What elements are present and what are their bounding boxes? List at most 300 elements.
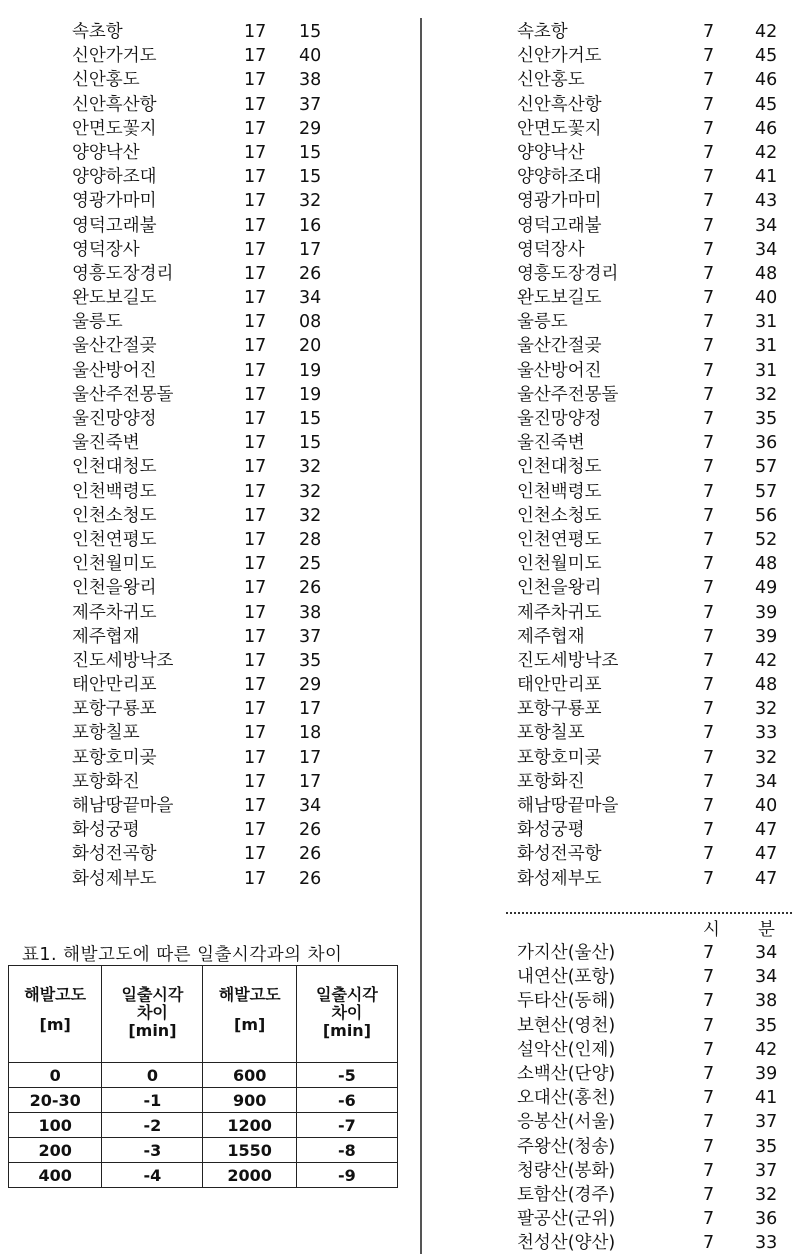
minute-value: 32 (299, 457, 322, 478)
hour-value: 7 (703, 943, 715, 963)
table-header-cell (9, 966, 102, 1063)
hour-value: 7 (703, 1015, 715, 1036)
hour-value: 17 (244, 481, 267, 502)
minute-value: 19 (299, 384, 322, 405)
location-name: 인천백령도 (517, 481, 602, 502)
table-cell: 0 (9, 1063, 102, 1088)
minute-value: 26 (299, 844, 322, 865)
table-cell: 0 (102, 1063, 203, 1088)
hour-value: 7 (703, 288, 715, 309)
list-item (0, 189, 800, 213)
location-name: 양양하조대 (72, 167, 157, 188)
minute-value: 31 (755, 360, 778, 381)
list-item (0, 794, 800, 818)
list-item (0, 20, 800, 44)
location-name: 울산방어진 (72, 360, 157, 381)
location-name: 포항호미곶 (72, 747, 157, 768)
location-name: 양양낙산 (72, 142, 140, 163)
minute-value: 32 (299, 481, 322, 502)
hour-value: 17 (244, 505, 267, 526)
minute-value: 34 (299, 288, 322, 309)
table-cell: 2000 (203, 1163, 296, 1188)
list-item (0, 649, 800, 673)
list-item (0, 867, 800, 891)
hour-value: 17 (244, 868, 267, 889)
minute-value: 39 (755, 602, 778, 623)
hour-value: 17 (244, 215, 267, 236)
location-name: 팔공산(군위) (517, 1209, 616, 1230)
location-name: 영흥도장경리 (517, 263, 619, 284)
list-item (0, 44, 800, 68)
list-item (0, 818, 800, 842)
minute-value: 08 (299, 312, 322, 333)
list-item (0, 359, 800, 383)
hour-value: 7 (703, 336, 715, 357)
hour-value: 17 (244, 554, 267, 575)
location-name: 제주협재 (72, 626, 140, 647)
list-item (0, 480, 800, 504)
location-name: 울릉도 (517, 312, 568, 333)
minute-value: 17 (299, 771, 322, 792)
minute-value: 17 (299, 239, 322, 260)
minute-value: 56 (755, 505, 778, 526)
location-name: 영덕장사 (517, 239, 585, 260)
hour-value: 7 (703, 1160, 715, 1181)
minute-value: 26 (299, 578, 322, 599)
minute-value: 42 (755, 1039, 778, 1060)
location-name: 두타산(동해) (517, 991, 616, 1012)
minute-value: 38 (299, 602, 322, 623)
hour-value: 17 (244, 94, 267, 115)
hour-value: 7 (703, 312, 715, 333)
location-name: 속초항 (72, 22, 123, 42)
location-name: 진도세방낙조 (517, 650, 619, 671)
minute-value: 39 (755, 1063, 778, 1084)
table-cell: -9 (296, 1163, 397, 1188)
location-name: 영덕고래불 (72, 215, 157, 236)
minute-value: 39 (755, 626, 778, 647)
minute-value: 15 (299, 409, 322, 429)
minute-value: 34 (755, 239, 778, 260)
header-unit: [min] (322, 1021, 371, 1040)
table-caption: 표1. 해발고도에 따른 일출시각과의 차이 (22, 945, 343, 965)
location-name: 제주차귀도 (72, 602, 157, 623)
hour-value: 7 (703, 70, 715, 91)
header-label: 일출시각 차이 (316, 985, 378, 1022)
minute-value: 40 (755, 796, 778, 816)
hour-value: 17 (244, 336, 267, 357)
hour-header: 시 (703, 920, 720, 940)
hour-value: 17 (244, 771, 267, 792)
minute-value: 34 (755, 943, 778, 963)
table-cell: 1550 (203, 1138, 296, 1163)
minute-value: 32 (299, 191, 322, 212)
hour-value: 17 (244, 796, 267, 816)
hour-value: 7 (703, 1233, 715, 1254)
list-item (0, 601, 800, 625)
minute-value: 15 (299, 167, 322, 188)
table-cell: 20-30 (9, 1088, 102, 1113)
hour-value: 7 (703, 1209, 715, 1230)
table-header-row (9, 966, 398, 1063)
minute-value: 33 (755, 723, 778, 744)
table-cell: 400 (9, 1163, 102, 1188)
hour-value: 7 (703, 602, 715, 623)
hour-value: 7 (703, 46, 715, 67)
minute-value: 26 (299, 868, 322, 889)
hour-value: 17 (244, 191, 267, 212)
minute-value: 32 (755, 1184, 778, 1205)
hour-value: 7 (703, 1136, 715, 1157)
minute-value: 41 (755, 1088, 778, 1109)
location-name: 울산주전몽돌 (517, 384, 619, 405)
hour-value: 17 (244, 409, 267, 429)
list-item (0, 1207, 800, 1231)
minute-value: 32 (755, 747, 778, 768)
list-item (0, 310, 800, 334)
minute-value: 34 (755, 771, 778, 792)
minute-value: 57 (755, 457, 778, 478)
minute-value: 31 (755, 336, 778, 357)
minute-value: 18 (299, 723, 322, 744)
minute-value: 48 (755, 675, 778, 696)
hour-value: 7 (703, 699, 715, 720)
location-name: 태안만리포 (517, 675, 602, 696)
minute-value: 47 (755, 868, 778, 889)
hour-value: 7 (703, 554, 715, 575)
location-name: 해남땅끝마을 (72, 796, 174, 816)
hour-value: 7 (703, 118, 715, 139)
minute-value: 46 (755, 70, 778, 91)
location-name: 포항구룡포 (517, 699, 602, 720)
location-name: 인천월미도 (72, 554, 157, 575)
list-item (0, 576, 800, 600)
minute-value: 19 (299, 360, 322, 381)
hour-value: 17 (244, 747, 267, 768)
list-item (0, 407, 800, 431)
location-name: 천성산(양산) (517, 1233, 616, 1254)
hour-value: 7 (703, 505, 715, 526)
minute-value: 48 (755, 263, 778, 284)
header-label: 해발고도 (218, 985, 281, 1004)
location-name: 완도보길도 (517, 288, 602, 309)
hour-value: 7 (703, 215, 715, 236)
list-item (0, 383, 800, 407)
hour-value: 7 (703, 991, 715, 1012)
location-name: 영광가마미 (72, 191, 157, 212)
table-cell: -5 (296, 1063, 397, 1088)
location-name: 포항호미곶 (517, 747, 602, 768)
hour-value: 17 (244, 433, 267, 454)
location-name: 인천월미도 (517, 554, 602, 575)
location-name: 주왕산(청송) (517, 1136, 616, 1157)
table-header-cell (296, 966, 397, 1063)
list-item (0, 746, 800, 770)
hour-value: 17 (244, 239, 267, 260)
table-header-cell (203, 966, 296, 1063)
hour-value: 17 (244, 384, 267, 405)
location-name: 화성궁평 (517, 820, 585, 841)
hour-value: 7 (703, 457, 715, 478)
minute-value: 42 (755, 142, 778, 163)
list-item (0, 455, 800, 479)
list-item (0, 68, 800, 92)
minute-value: 46 (755, 118, 778, 139)
minute-value: 32 (755, 384, 778, 405)
list-item (0, 697, 800, 721)
location-name: 토함산(경주) (517, 1184, 616, 1205)
minute-value: 41 (755, 167, 778, 188)
location-name: 포항칠포 (72, 723, 140, 744)
table-cell: 600 (203, 1063, 296, 1088)
table-cell: 100 (9, 1113, 102, 1138)
table-cell: -1 (102, 1088, 203, 1113)
minute-value: 47 (755, 820, 778, 841)
hour-value: 17 (244, 70, 267, 91)
table-cell: 200 (9, 1138, 102, 1163)
location-name: 울산방어진 (517, 360, 602, 381)
list-item (0, 673, 800, 697)
hour-value: 7 (703, 191, 715, 212)
location-name: 인천소청도 (72, 505, 157, 526)
location-name: 제주차귀도 (517, 602, 602, 623)
list-item (0, 334, 800, 358)
hour-value: 7 (703, 433, 715, 454)
hour-value: 7 (703, 94, 715, 115)
hour-value: 17 (244, 22, 267, 42)
location-name: 안면도꽃지 (72, 118, 157, 139)
hour-value: 17 (244, 118, 267, 139)
location-name: 포항화진 (72, 771, 140, 792)
minute-value: 17 (299, 699, 322, 720)
location-name: 인천대청도 (72, 457, 157, 478)
location-name: 설악산(인제) (517, 1039, 616, 1060)
location-name: 울진죽변 (517, 433, 585, 454)
table-cell: -3 (102, 1138, 203, 1163)
minute-value: 43 (755, 191, 778, 212)
minute-value: 47 (755, 844, 778, 865)
hour-value: 7 (703, 384, 715, 405)
minute-value: 26 (299, 820, 322, 841)
minute-value: 37 (755, 1112, 778, 1133)
location-name: 제주협재 (517, 626, 585, 647)
hour-value: 17 (244, 578, 267, 599)
minute-header: 분 (758, 920, 775, 940)
minute-value: 38 (755, 991, 778, 1012)
location-name: 인천소청도 (517, 505, 602, 526)
location-name: 완도보길도 (72, 288, 157, 309)
list-item (0, 117, 800, 141)
table-row (9, 1138, 398, 1163)
hour-value: 7 (703, 1184, 715, 1205)
minute-value: 15 (299, 22, 322, 42)
location-name: 보현산(영천) (517, 1015, 616, 1036)
hour-value: 7 (703, 1039, 715, 1060)
minute-value: 35 (755, 1136, 778, 1157)
location-name: 속초항 (517, 22, 568, 42)
hour-value: 7 (703, 529, 715, 550)
location-name: 영덕고래불 (517, 215, 602, 236)
hour-value: 7 (703, 626, 715, 647)
list-item (0, 141, 800, 165)
hour-value: 17 (244, 312, 267, 333)
minute-value: 34 (755, 967, 778, 988)
location-name: 소백산(단양) (517, 1063, 616, 1084)
table-cell: -4 (102, 1163, 203, 1188)
location-name: 양양낙산 (517, 142, 585, 163)
minute-value: 32 (755, 699, 778, 720)
minute-value: 52 (755, 529, 778, 550)
location-name: 인천을왕리 (72, 578, 157, 599)
list-item (0, 528, 800, 552)
dotted-separator (506, 912, 792, 914)
location-name: 태안만리포 (72, 675, 157, 696)
hour-value: 17 (244, 675, 267, 696)
location-name: 가지산(울산) (517, 943, 616, 963)
minute-value: 35 (299, 650, 322, 671)
hour-value: 17 (244, 360, 267, 381)
minute-value: 20 (299, 336, 322, 357)
minute-value: 26 (299, 263, 322, 284)
list-item (0, 504, 800, 528)
location-name: 인천백령도 (72, 481, 157, 502)
location-name: 인천연평도 (517, 529, 602, 550)
minute-value: 15 (299, 433, 322, 454)
hour-value: 17 (244, 650, 267, 671)
minute-value: 37 (299, 626, 322, 647)
hour-value: 7 (703, 650, 715, 671)
table-cell: -8 (296, 1138, 397, 1163)
location-name: 포항화진 (517, 771, 585, 792)
hour-value: 17 (244, 529, 267, 550)
list-item (0, 286, 800, 310)
hour-value: 7 (703, 723, 715, 744)
location-name: 울릉도 (72, 312, 123, 333)
table-cell: 900 (203, 1088, 296, 1113)
table-cell: 1200 (203, 1113, 296, 1138)
location-name: 포항구룡포 (72, 699, 157, 720)
location-name: 신안가거도 (72, 46, 157, 67)
hour-value: 7 (703, 1112, 715, 1133)
table-header-cell (102, 966, 203, 1063)
hour-value: 7 (703, 820, 715, 841)
location-name: 화성전곡항 (72, 844, 157, 865)
hour-value: 7 (703, 22, 715, 42)
list-item (0, 625, 800, 649)
location-name: 화성전곡항 (517, 844, 602, 865)
hour-value: 7 (703, 142, 715, 163)
minute-value: 37 (299, 94, 322, 115)
location-name: 울산주전몽돌 (72, 384, 174, 405)
location-name: 인천연평도 (72, 529, 157, 550)
list-item (0, 238, 800, 262)
table-cell: -6 (296, 1088, 397, 1113)
hour-value: 7 (703, 481, 715, 502)
minute-value: 28 (299, 529, 322, 550)
minute-value: 38 (299, 70, 322, 91)
hour-value: 17 (244, 602, 267, 623)
minute-value: 42 (755, 650, 778, 671)
hour-value: 7 (703, 844, 715, 865)
location-name: 신안홍도 (72, 70, 140, 91)
table-row (9, 1113, 398, 1138)
list-item (0, 770, 800, 794)
list-item (0, 93, 800, 117)
location-name: 영광가마미 (517, 191, 602, 212)
list-item (0, 721, 800, 745)
minute-value: 36 (755, 433, 778, 454)
list-item (0, 165, 800, 189)
location-name: 화성궁평 (72, 820, 140, 841)
location-name: 울산간절곶 (72, 336, 157, 357)
hour-value: 17 (244, 626, 267, 647)
location-name: 인천대청도 (517, 457, 602, 478)
location-name: 영흥도장경리 (72, 263, 174, 284)
hour-value: 7 (703, 578, 715, 599)
list-item (0, 842, 800, 866)
hour-value: 17 (244, 844, 267, 865)
hour-value: 17 (244, 46, 267, 67)
minute-value: 45 (755, 94, 778, 115)
header-unit: [m] (39, 1015, 71, 1034)
list-item (0, 214, 800, 238)
minute-value: 40 (755, 288, 778, 309)
minute-value: 37 (755, 1160, 778, 1181)
hour-value: 17 (244, 263, 267, 284)
hour-value: 7 (703, 868, 715, 889)
location-name: 화성제부도 (517, 868, 602, 889)
minute-value: 33 (755, 1233, 778, 1254)
minute-value: 57 (755, 481, 778, 502)
minute-value: 35 (755, 1015, 778, 1036)
minute-value: 49 (755, 578, 778, 599)
sunrise-time-list (0, 20, 800, 891)
location-name: 오대산(홍천) (517, 1088, 616, 1109)
hour-value: 17 (244, 142, 267, 163)
hour-value: 17 (244, 820, 267, 841)
table-row (9, 1088, 398, 1113)
hour-value: 7 (703, 360, 715, 381)
location-name: 울진망양정 (517, 409, 602, 429)
minute-value: 17 (299, 747, 322, 768)
minute-value: 25 (299, 554, 322, 575)
hour-value: 17 (244, 288, 267, 309)
altitude-table (8, 965, 398, 1188)
header-unit: [min] (128, 1021, 177, 1040)
minute-value: 29 (299, 118, 322, 139)
location-name: 울진죽변 (72, 433, 140, 454)
location-name: 영덕장사 (72, 239, 140, 260)
table-row (9, 1063, 398, 1088)
hour-value: 17 (244, 457, 267, 478)
minute-value: 42 (755, 22, 778, 42)
location-name: 울진망양정 (72, 409, 157, 429)
hour-value: 17 (244, 699, 267, 720)
location-name: 진도세방낙조 (72, 650, 174, 671)
minute-value: 34 (299, 796, 322, 816)
table-cell: -7 (296, 1113, 397, 1138)
hour-value: 7 (703, 239, 715, 260)
location-name: 신안흑산항 (72, 94, 157, 115)
hour-value: 7 (703, 263, 715, 284)
table-cell: -2 (102, 1113, 203, 1138)
minute-value: 45 (755, 46, 778, 67)
hour-value: 7 (703, 747, 715, 768)
minute-value: 15 (299, 142, 322, 163)
minute-value: 35 (755, 409, 778, 429)
minute-value: 16 (299, 215, 322, 236)
hour-value: 7 (703, 675, 715, 696)
